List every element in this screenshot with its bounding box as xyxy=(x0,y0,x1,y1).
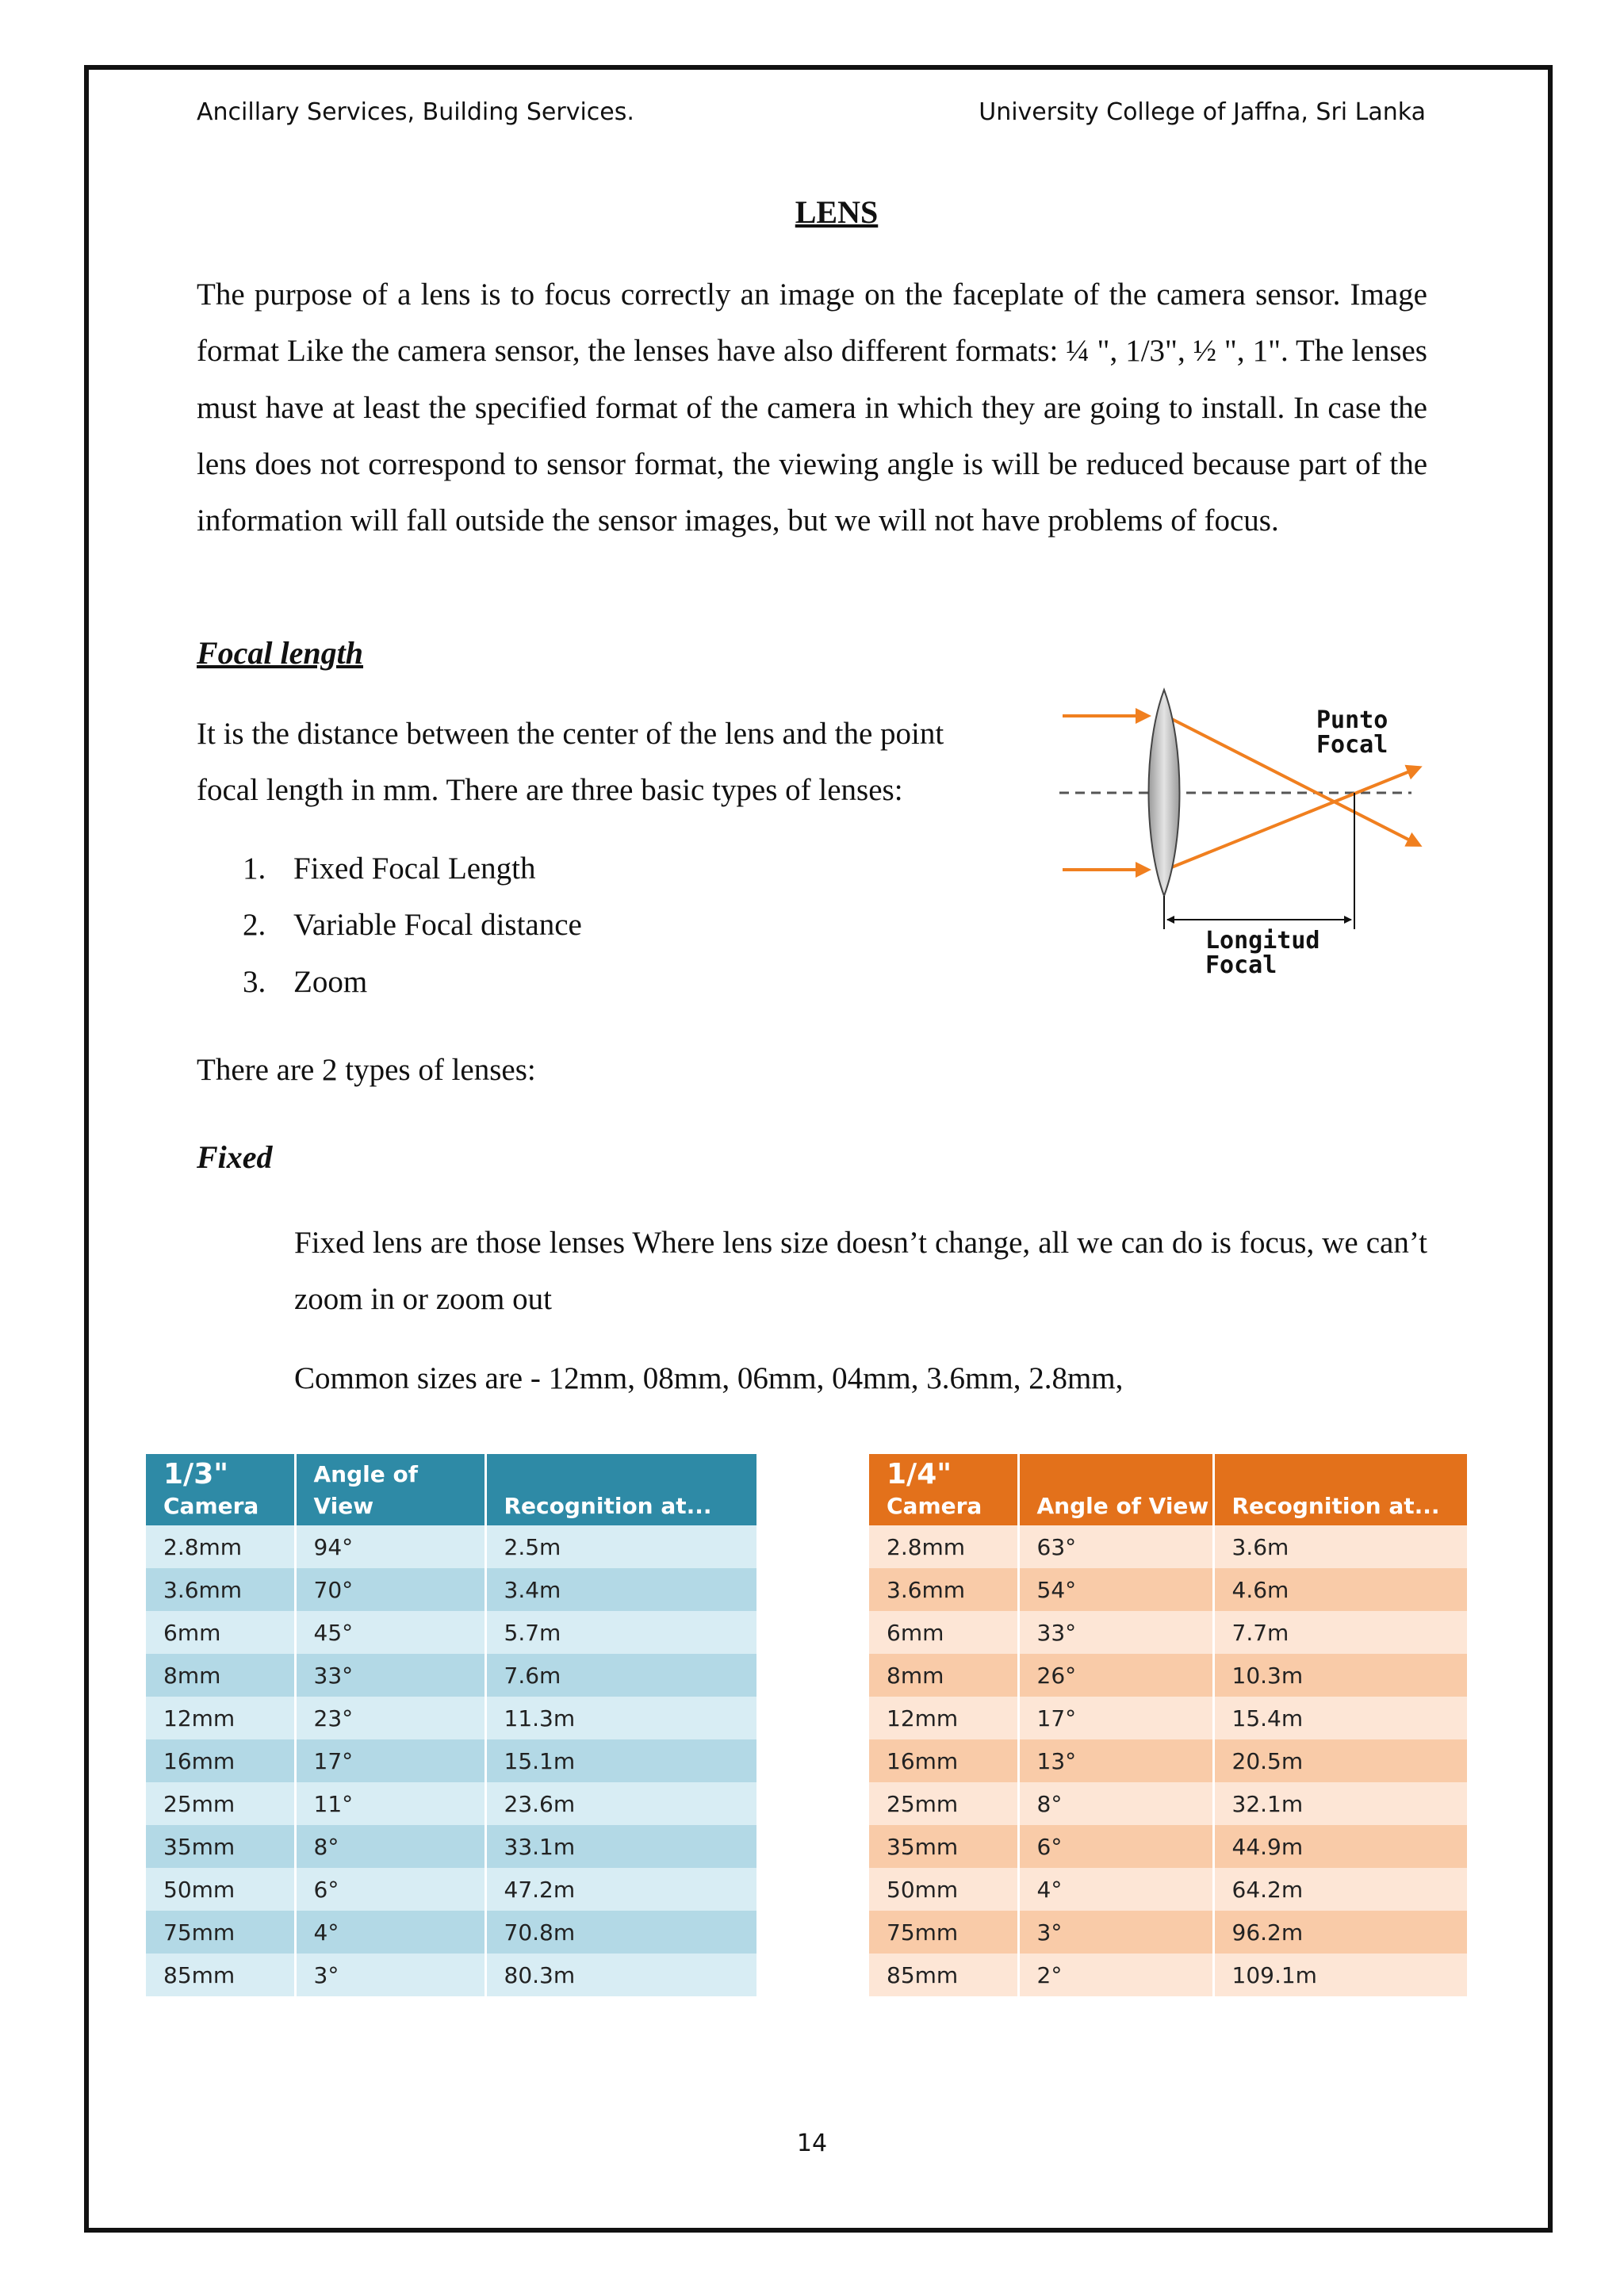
table-cell: 16mm xyxy=(146,1739,295,1782)
lens-types-list xyxy=(243,840,582,1010)
table-header-angle: Angle of View xyxy=(295,1454,485,1525)
table-row xyxy=(146,1654,756,1697)
table-cell: 50mm xyxy=(146,1868,295,1911)
table-cell: 85mm xyxy=(869,1954,1018,1996)
table-cell: 70.8m xyxy=(485,1911,756,1954)
table-cell: 64.2m xyxy=(1213,1868,1467,1911)
table-cell: 8mm xyxy=(146,1654,295,1697)
table-cell: 6mm xyxy=(146,1611,295,1654)
table-cell: 47.2m xyxy=(485,1868,756,1911)
ray-out-bottom xyxy=(1166,767,1419,870)
list-item: 2. Variable Focal distance xyxy=(243,908,582,943)
table-cell: 33° xyxy=(1018,1611,1213,1654)
table-cell: 10.3m xyxy=(1213,1654,1467,1697)
table-row xyxy=(869,1782,1467,1825)
table-cell: 25mm xyxy=(146,1782,295,1825)
table-cell: 8° xyxy=(295,1825,485,1868)
table-cell: 23.6m xyxy=(485,1782,756,1825)
table-cell: 6mm xyxy=(869,1611,1018,1654)
table-cell: 2.5m xyxy=(485,1525,756,1568)
table-cell: 15.1m xyxy=(485,1739,756,1782)
table-cell: 94° xyxy=(295,1525,485,1568)
table-cell: 11° xyxy=(295,1782,485,1825)
common-sizes-line: Common sizes are - 12mm, 08mm, 06mm, 04mm, 3.6mm, 2.8mm, xyxy=(294,1361,1124,1395)
table-cell: 75mm xyxy=(869,1911,1018,1954)
table-row xyxy=(146,1868,756,1911)
table-header-recognition: Recognition at... xyxy=(1213,1454,1467,1525)
label-punto: Punto xyxy=(1316,706,1388,734)
table-cell: 20.5m xyxy=(1213,1739,1467,1782)
table-cell: 4° xyxy=(1018,1868,1213,1911)
table-cell: 2.8mm xyxy=(869,1525,1018,1568)
table-cell: 15.4m xyxy=(1213,1697,1467,1739)
focal-length-heading: Focal length xyxy=(197,635,364,671)
header-right: University College of Jaffna, Sri Lanka xyxy=(979,98,1426,126)
table-cell: 12mm xyxy=(146,1697,295,1739)
table-cell: 13° xyxy=(1018,1739,1213,1782)
table-cell: 3.6mm xyxy=(869,1568,1018,1611)
fixed-heading: Fixed xyxy=(197,1139,273,1175)
table-row xyxy=(869,1825,1467,1868)
table-cell: 80.3m xyxy=(485,1954,756,1996)
table-cell: 75mm xyxy=(146,1911,295,1954)
table-cell: 70° xyxy=(295,1568,485,1611)
table-row xyxy=(869,1868,1467,1911)
table-row xyxy=(869,1697,1467,1739)
table-cell: 45° xyxy=(295,1611,485,1654)
table-cell: 8mm xyxy=(869,1654,1018,1697)
table-cell: 54° xyxy=(1018,1568,1213,1611)
table-cell: 26° xyxy=(1018,1654,1213,1697)
table-cell: 8° xyxy=(1018,1782,1213,1825)
table-row xyxy=(146,1525,756,1568)
table-cell: 7.6m xyxy=(485,1654,756,1697)
table-cell: 3.4m xyxy=(485,1568,756,1611)
table-row xyxy=(146,1954,756,1996)
focal-line-1: It is the distance between the center of the lens and the point xyxy=(197,717,944,751)
table-cell: 3° xyxy=(1018,1911,1213,1954)
table-cell: 109.1m xyxy=(1213,1954,1467,1996)
lens-table-1-3 xyxy=(146,1454,756,1996)
table-cell: 33.1m xyxy=(485,1825,756,1868)
label-longitud: Longitud xyxy=(1205,927,1320,955)
table-header-row xyxy=(146,1454,756,1525)
table-header-recognition: Recognition at... xyxy=(485,1454,756,1525)
table-cell: 3.6m xyxy=(1213,1525,1467,1568)
table-row xyxy=(146,1739,756,1782)
table-cell: 44.9m xyxy=(1213,1825,1467,1868)
list-item: 3. Zoom xyxy=(243,964,368,999)
table-cell: 17° xyxy=(295,1739,485,1782)
table-row xyxy=(869,1568,1467,1611)
lens-table-1-4 xyxy=(869,1454,1467,1996)
table-cell: 32.1m xyxy=(1213,1782,1467,1825)
table-header-row xyxy=(869,1454,1467,1525)
table-cell: 16mm xyxy=(869,1739,1018,1782)
table-header-angle: Angle of View xyxy=(1018,1454,1213,1525)
intro-paragraph: The purpose of a lens is to focus correctly an image on the faceplate of the camera sensor. Image format Like the camera sensor, the lenses have also different formats: ¼ ", 1/3", ½ ", 1". The lenses must have at least the specified format of the camera in which they are going to install. In case the lens does not correspond to sensor format, the viewing angle is will be reduced because part of the information will fall outside the sensor images, but we will not have problems of focus. xyxy=(197,277,1427,538)
table-cell: 2° xyxy=(1018,1954,1213,1996)
table-row xyxy=(146,1611,756,1654)
fixed-paragraph: Fixed lens are those lenses Where lens size doesn’t change, all we can do is focus, we can’t zoom in or zoom out xyxy=(294,1226,1427,1317)
table-cell: 6° xyxy=(1018,1825,1213,1868)
table-cell: 63° xyxy=(1018,1525,1213,1568)
table-row xyxy=(869,1954,1467,1996)
table-header-camera: 1/4" Camera xyxy=(869,1454,1018,1525)
table-cell: 7.7m xyxy=(1213,1611,1467,1654)
table-header-camera: 1/3" Camera xyxy=(146,1454,295,1525)
table-row xyxy=(146,1911,756,1954)
table-cell: 11.3m xyxy=(485,1697,756,1739)
table-cell: 17° xyxy=(1018,1697,1213,1739)
table-row xyxy=(869,1654,1467,1697)
table-cell: 3.6mm xyxy=(146,1568,295,1611)
table-cell: 5.7m xyxy=(485,1611,756,1654)
label-focal-2: Focal xyxy=(1205,951,1277,979)
table-cell: 35mm xyxy=(146,1825,295,1868)
table-cell: 4° xyxy=(295,1911,485,1954)
label-focal: Focal xyxy=(1316,731,1388,759)
focal-length-diagram xyxy=(1055,682,1427,991)
table-cell: 33° xyxy=(295,1654,485,1697)
table-cell: 12mm xyxy=(869,1697,1018,1739)
page-title: LENS xyxy=(795,194,879,230)
table-cell: 50mm xyxy=(869,1868,1018,1911)
table-cell: 85mm xyxy=(146,1954,295,1996)
table-row xyxy=(146,1782,756,1825)
types-line: There are 2 types of lenses: xyxy=(197,1053,536,1087)
table-row xyxy=(146,1825,756,1868)
focal-length-paragraph xyxy=(197,706,1037,819)
header-left: Ancillary Services, Building Services. xyxy=(197,98,634,126)
page-number: 14 xyxy=(796,2130,828,2157)
table-cell: 6° xyxy=(295,1868,485,1911)
table-cell: 23° xyxy=(295,1697,485,1739)
table-cell: 96.2m xyxy=(1213,1911,1467,1954)
table-row xyxy=(869,1611,1467,1654)
table-row xyxy=(869,1525,1467,1568)
table-cell: 35mm xyxy=(869,1825,1018,1868)
table-cell: 25mm xyxy=(869,1782,1018,1825)
focal-line-2: focal length in mm. There are three basic types of lenses: xyxy=(197,773,903,808)
table-cell: 4.6m xyxy=(1213,1568,1467,1611)
table-cell: 3° xyxy=(295,1954,485,1996)
table-row xyxy=(869,1739,1467,1782)
list-item: 1. Fixed Focal Length xyxy=(243,851,536,886)
table-row xyxy=(146,1697,756,1739)
table-row xyxy=(869,1911,1467,1954)
table-row xyxy=(146,1568,756,1611)
table-cell: 2.8mm xyxy=(146,1525,295,1568)
